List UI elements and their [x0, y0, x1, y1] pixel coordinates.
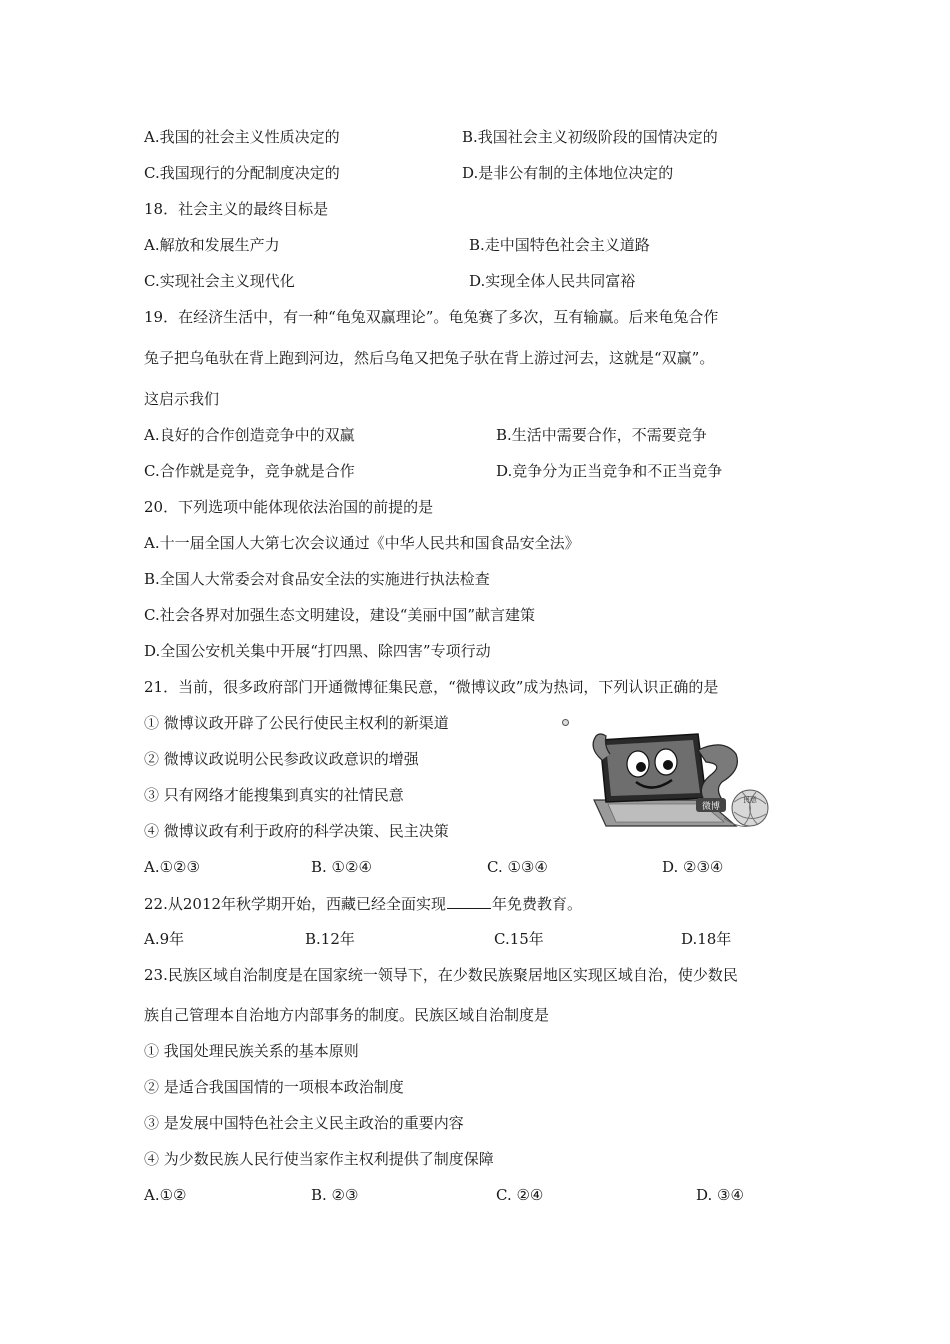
q22-stem-suffix: 年免费教育。	[492, 895, 583, 913]
q23-statement-2: ② 是适合我国国情的一项根本政治制度	[144, 1078, 404, 1096]
q23-option-d: D. ③④	[696, 1186, 744, 1204]
bullet-dot	[562, 719, 569, 726]
q23-option-a: A.①②	[144, 1186, 187, 1204]
q21-option-b: B. ①②④	[311, 858, 372, 876]
q19-option-a: A.良好的合作创造竞争中的双赢	[144, 426, 355, 444]
q19-option-c: C.合作就是竞争，竞争就是合作	[144, 462, 355, 480]
q19-option-d: D.竞争分为正当竞争和不正当竞争	[496, 462, 723, 480]
q23-stem-line2: 族自己管理本自治地方内部事务的制度。民族区域自治制度是	[144, 1006, 550, 1024]
q18-option-a: A.解放和发展生产力	[144, 236, 280, 254]
q17-option-b: B.我国社会主义初级阶段的国情决定的	[462, 128, 718, 146]
q21-option-a: A.①②③	[144, 858, 200, 876]
q20-stem: 20．下列选项中能体现依法治国的前提的是	[144, 498, 434, 516]
q19-stem-line3: 这启示我们	[144, 390, 220, 408]
q22-stem-prefix: 22.从2012年秋学期开始，西藏已经全面实现	[144, 895, 447, 913]
weibo-laptop-illustration	[586, 730, 774, 830]
q23-statement-4: ④ 为少数民族人民行使当家作主权利提供了制度保障	[144, 1150, 494, 1168]
q19-stem-line1: 19．在经济生活中，有一种“龟兔双赢理论”。龟兔赛了多次，互有输赢。后来龟兔合作	[144, 308, 719, 326]
q21-option-d: D. ②③④	[662, 858, 724, 876]
q22-answer-blank	[447, 893, 491, 909]
q17-option-d: D.是非公有制的主体地位决定的	[462, 164, 674, 182]
q22-option-c: C.15年	[494, 930, 544, 948]
q21-stem: 21．当前，很多政府部门开通微博征集民意，“微博议政”成为热词，下列认识正确的是	[144, 678, 719, 696]
q21-statement-3: ③ 只有网络才能搜集到真实的社情民意	[144, 786, 404, 804]
q23-statement-3: ③ 是发展中国特色社会主义民主政治的重要内容	[144, 1114, 464, 1132]
q23-option-c: C. ②④	[496, 1186, 544, 1204]
q21-statement-4: ④ 微博议政有利于政府的科学决策、民主决策	[144, 822, 449, 840]
q19-stem-line2: 兔子把乌龟驮在背上跑到河边，然后乌龟又把兔子驮在背上游过河去，这就是“双赢”。	[144, 349, 715, 367]
q19-option-b: B.生活中需要合作，不需要竞争	[496, 426, 707, 444]
q21-option-c: C. ①③④	[487, 858, 548, 876]
q21-statement-1: ① 微博议政开辟了公民行使民主权利的新渠道	[144, 714, 449, 732]
q18-stem: 18．社会主义的最终目标是	[144, 200, 329, 218]
q23-stem-line1: 23.民族区域自治制度是在国家统一领导下，在少数民族聚居地区实现区域自治，使少数民	[144, 966, 738, 984]
q22-option-a: A.9年	[144, 930, 185, 948]
q17-option-c: C.我国现行的分配制度决定的	[144, 164, 340, 182]
q22-option-d: D.18年	[681, 930, 732, 948]
q22-stem	[144, 893, 582, 914]
yarn-label-text: 民意	[743, 796, 757, 804]
q20-option-c: C.社会各界对加强生态文明建设，建设“美丽中国”献言建策	[144, 606, 536, 624]
q20-option-b: B.全国人大常委会对食品安全法的实施进行执法检查	[144, 570, 490, 588]
q21-statement-2: ② 微博议政说明公民参政议政意识的增强	[144, 750, 419, 768]
q18-option-d: D.实现全体人民共同富裕	[469, 272, 636, 290]
q20-option-d: D.全国公安机关集中开展“打四黑、除四害”专项行动	[144, 642, 491, 660]
q17-option-a: A.我国的社会主义性质决定的	[144, 128, 340, 146]
q20-option-a: A.十一届全国人大第七次会议通过《中华人民共和国食品安全法》	[144, 534, 580, 552]
q23-statement-1: ① 我国处理民族关系的基本原则	[144, 1042, 359, 1060]
q18-option-c: C.实现社会主义现代化	[144, 272, 295, 290]
weibo-tag-text: 微博	[701, 802, 721, 812]
q22-option-b: B.12年	[305, 930, 355, 948]
q23-option-b: B. ②③	[311, 1186, 359, 1204]
q18-option-b: B.走中国特色社会主义道路	[469, 236, 650, 254]
